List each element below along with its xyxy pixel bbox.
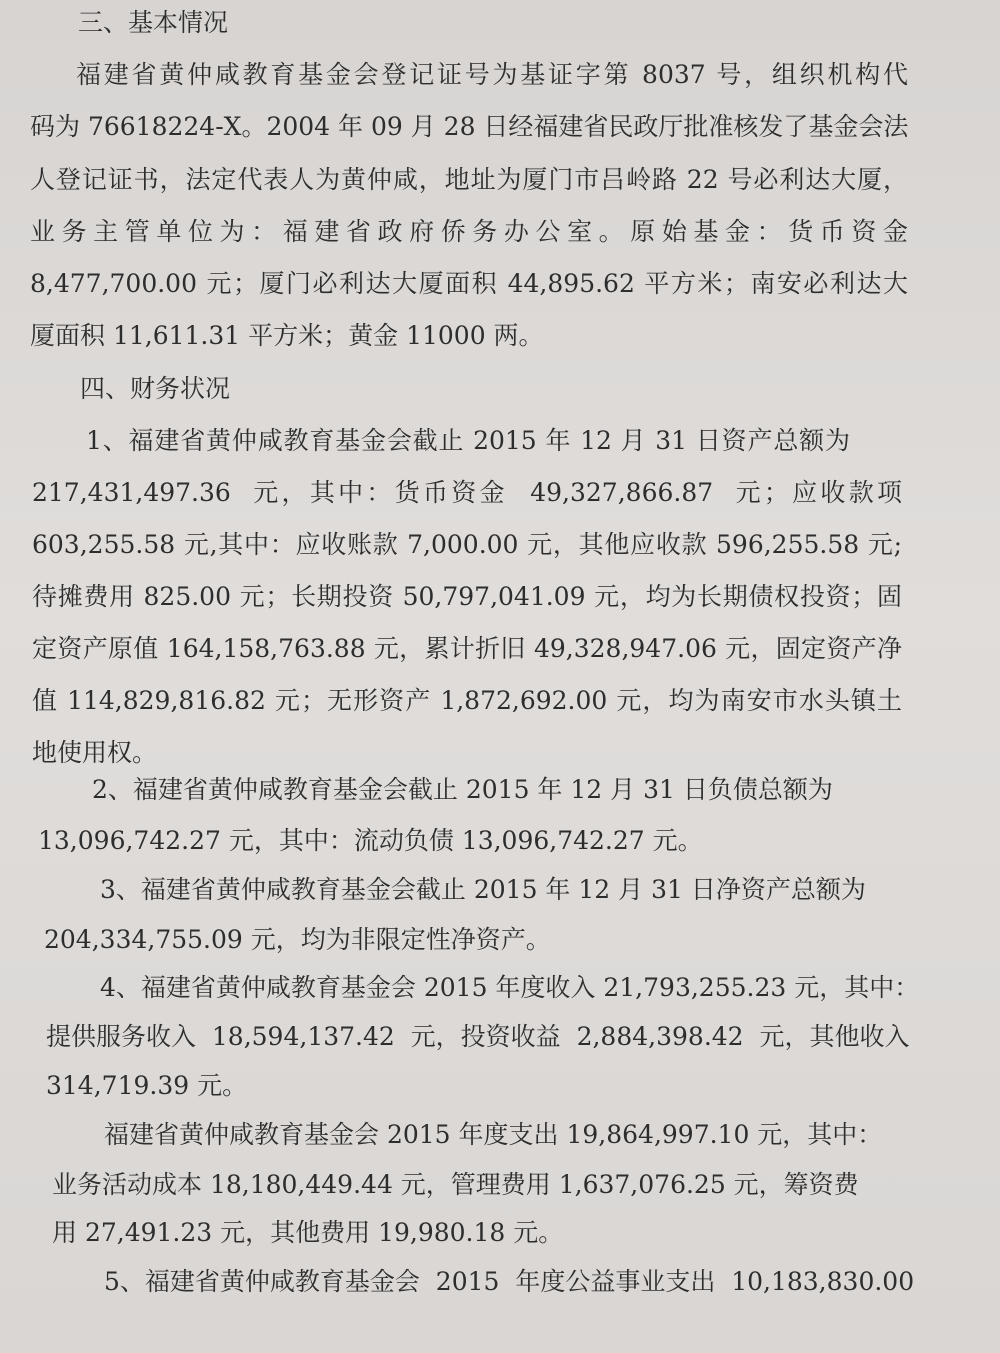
item-2-line-2: 13,096,742.27 元，其中：流动负债 13,096,742.27 元。 [38,826,703,855]
item-4-line-3: 314,719.39 元。 [46,1071,248,1100]
item-3-line-1: 3、福建省黄仲咸教育基金会截止 2015 年 12 月 31 日净资产总额为 [100,875,866,904]
section-3-line-3: 人登记证书，法定代表人为黄仲咸，地址为厦门市吕岭路 22 号必利达大厦， [30,165,908,194]
item-2-line-1: 2、福建省黄仲咸教育基金会截止 2015 年 12 月 31 日负债总额为 [92,775,833,804]
section-3-line-4: 业务主管单位为：福建省政府侨务办公室。原始基金：货币资金 [30,217,908,246]
item-4-line-1: 4、福建省黄仲咸教育基金会 2015 年度收入 21,793,255.23 元，其中： [100,973,920,1002]
item-1-line-1: 1、福建省黄仲咸教育基金会截止 2015 年 12 月 31 日资产总额为 [86,426,850,455]
item-1-line-6: 值 114,829,816.82 元；无形资产 1,872,692.00 元，均为南安市水头镇土 [32,686,902,715]
item-5-line-1: 5、福建省黄仲咸教育基金会 2015 年度公益事业支出 10,183,830.00 [104,1267,915,1296]
expenses-line-3: 用 27,491.23 元，其他费用 19,980.18 元。 [52,1218,564,1247]
expenses-line-2: 业务活动成本 18,180,449.44 元，管理费用 1,637,076.25 元，筹资费 [52,1170,859,1199]
section-3-line-2: 码为 76618224-X。2004 年 09 月 28 日经福建省民政厅批准核发了基金会法 [30,112,909,141]
item-1-line-7: 地使用权。 [32,738,158,767]
item-3-line-2: 204,334,755.09 元，均为非限定性净资产。 [44,925,551,954]
section-3-line-6: 厦面积 11,611.31 平方米；黄金 11000 两。 [30,321,544,350]
item-1-line-3: 603,255.58 元,其中：应收账款 7,000.00 元，其他应收款 596,255.58 元; [32,530,902,559]
expenses-line-1: 福建省黄仲咸教育基金会 2015 年度支出 19,864,997.10 元，其中： [104,1120,883,1149]
item-1-line-5: 定资产原值 164,158,763.88 元，累计折旧 49,328,947.06 元，固定资产净 [32,634,902,663]
section-3-heading: 三、基本情况 [78,8,229,37]
section-4-heading: 四、财务状况 [80,374,231,403]
item-1-line-2: 217,431,497.36 元，其中：货币资金 49,327,866.87 元；应收款项 [32,478,902,507]
section-3-line-1: 福建省黄仲咸教育基金会登记证号为基证字第 8037 号，组织机构代 [76,60,908,89]
item-1-line-4: 待摊费用 825.00 元；长期投资 50,797,041.09 元，均为长期债权投资；固 [32,582,902,611]
section-3-line-5: 8,477,700.00 元；厦门必利达大厦面积 44,895.62 平方米；南安必利达大 [30,269,908,298]
item-4-line-2: 提供服务收入 18,594,137.42 元，投资收益 2,884,398.42 元，其他收入 [46,1022,910,1051]
